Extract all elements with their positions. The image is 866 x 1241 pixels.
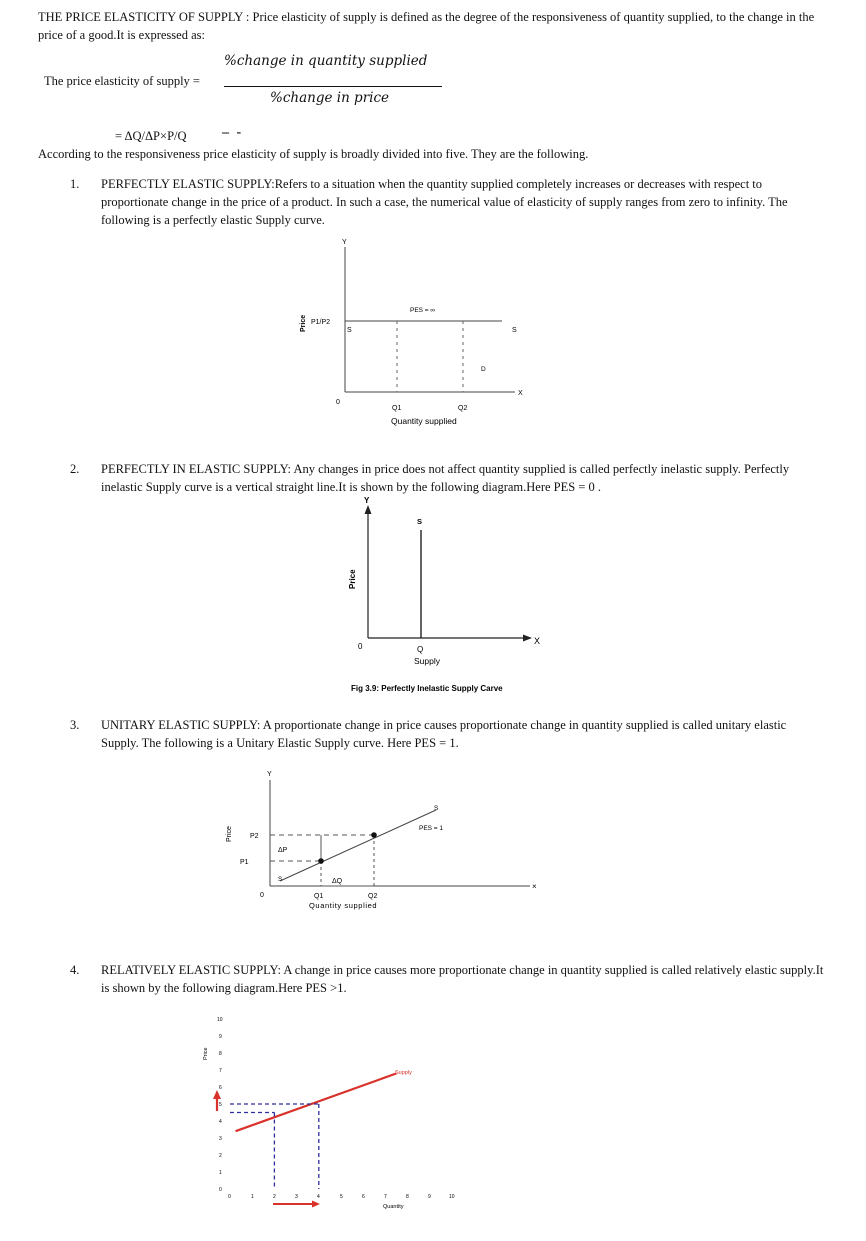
fig2-x-label: X xyxy=(534,636,541,646)
fig3-pes: PES = 1 xyxy=(419,825,444,832)
item-4-number: 4. xyxy=(70,963,80,977)
fig4-x-title: Quantity xyxy=(383,1204,404,1210)
figure-perfectly-inelastic xyxy=(330,493,560,698)
fig3-point-1 xyxy=(318,858,324,864)
fig4-y-tick: 10 xyxy=(217,1017,223,1023)
fig3-dq: ΔQ xyxy=(332,878,343,885)
fig2-y-arrow xyxy=(365,505,372,514)
formula-numerator: %change in quantity supplied xyxy=(224,53,428,69)
figure-relatively-elastic xyxy=(195,1008,475,1218)
fig3-dp: ΔP xyxy=(278,847,288,854)
fig2-origin: 0 xyxy=(358,642,363,651)
fig4-x-tick: 6 xyxy=(362,1194,365,1200)
fig4-x-tick: 8 xyxy=(406,1194,409,1200)
item-1-number: 1. xyxy=(70,177,80,191)
fig4-y-tick: 3 xyxy=(219,1136,222,1142)
fig1-price-label: Price xyxy=(300,314,307,332)
fig4-x-tick: 4 xyxy=(317,1194,320,1200)
fig4-quantity-arrow-head xyxy=(312,1201,320,1208)
fig3-s-low: S xyxy=(278,876,283,883)
fig2-s-label: S xyxy=(417,517,423,526)
formula-dashes: – - xyxy=(222,125,244,140)
fig4-y-tick: 7 xyxy=(219,1068,222,1074)
fig4-y-tick: 9 xyxy=(219,1034,222,1040)
formula-label: The price elasticity of supply = xyxy=(44,74,200,88)
figure-unitary-elastic xyxy=(218,766,548,916)
fig2-x-arrow xyxy=(523,635,532,642)
fig3-q2: Q2 xyxy=(368,893,378,900)
fig4-y-tick: 4 xyxy=(219,1119,222,1125)
item-4-text: RELATIVELY ELASTIC SUPPLY: A change in price causes more proportionate change in quantity supplied is called relatively elastic supply.It is shown by the following diagram.Here PES >1. xyxy=(101,963,824,995)
fig1-x-title: Quantity supplied xyxy=(391,416,457,426)
intro-paragraph xyxy=(38,8,828,44)
fig4-x-tick: 2 xyxy=(273,1194,276,1200)
fig2-y-label: Y xyxy=(364,496,370,505)
fig1-d-label: D xyxy=(481,366,486,373)
fig3-supply-line xyxy=(280,810,436,881)
fig4-x-tick: 0 xyxy=(228,1194,231,1200)
fig2-q-label: Q xyxy=(417,645,424,654)
fig4-price-label: Price xyxy=(203,1047,209,1060)
item-3-number: 3. xyxy=(70,718,80,732)
fig4-y-tick: 2 xyxy=(219,1153,222,1159)
item-2-number: 2. xyxy=(70,462,80,476)
fig4-x-tick: 9 xyxy=(428,1194,431,1200)
fig3-s-high: S xyxy=(434,805,439,812)
fig2-x-title: Supply xyxy=(414,656,440,666)
fig2-price-label: Price xyxy=(348,569,357,589)
fig4-y-tick: 5 xyxy=(219,1102,222,1108)
fig4-x-tick: 7 xyxy=(384,1194,387,1200)
fig1-q1: Q1 xyxy=(392,405,402,412)
fig4-supply-line xyxy=(236,1073,397,1131)
figure-perfectly-elastic xyxy=(290,232,540,432)
fig3-y-label: Y xyxy=(267,771,272,778)
fig1-x-label: X xyxy=(518,390,523,397)
fig1-q2: Q2 xyxy=(458,405,468,412)
fig4-x-tick: 1 xyxy=(251,1194,254,1200)
fig2-caption: Fig 3.9: Perfectly Inelastic Supply Carve xyxy=(351,684,503,693)
fig3-p1: P1 xyxy=(240,859,249,866)
fig3-origin: 0 xyxy=(260,892,264,899)
fig4-y-tick: 6 xyxy=(219,1085,222,1091)
fig4-x-tick: 3 xyxy=(295,1194,298,1200)
classification-text: According to the responsiveness price elasticity of supply is broadly divided into five. They are the following. xyxy=(38,147,589,161)
fig1-s-left: S xyxy=(347,327,352,334)
fig3-x-title: Quantity supplied xyxy=(309,901,378,910)
fig1-origin: 0 xyxy=(336,399,340,406)
item-3-text: UNITARY ELASTIC SUPPLY: A proportionate change in price causes proportionate change in quantity supplied is called unitary elastic Supply. The following is a Unitary Elastic Supply curve. Here PES = 1. xyxy=(101,718,787,750)
fig3-price-label: Price xyxy=(226,826,233,842)
fig3-x-label: × xyxy=(532,882,537,891)
fig3-point-2 xyxy=(371,832,377,838)
fig1-y-label: Y xyxy=(342,239,347,246)
fig4-x-tick: 5 xyxy=(340,1194,343,1200)
intro-heading: THE PRICE ELASTICITY OF SUPPLY : xyxy=(38,10,250,24)
fig1-price-level: P1/P2 xyxy=(311,319,331,326)
fig1-s-right: S xyxy=(512,327,517,334)
fig4-supply-label: Supply xyxy=(395,1070,412,1076)
fig4-y-tick: 0 xyxy=(219,1187,222,1193)
fraction-bar xyxy=(224,86,442,87)
fig3-p2: P2 xyxy=(250,833,259,840)
formula-alternate: = ΔQ/ΔP×P/Q xyxy=(115,129,187,143)
fig4-y-tick: 8 xyxy=(219,1051,222,1057)
item-2-text: PERFECTLY IN ELASTIC SUPPLY: Any changes in price does not affect quantity supplied is called perfectly inelastic supply. Perfectly inelastic Supply curve is a vertical straight line.It is shown by the following diagram.Here PES = 0 . xyxy=(101,462,790,494)
fig4-x-ticks xyxy=(228,1194,455,1200)
formula-denominator: %change in price xyxy=(270,90,390,106)
fig4-price-arrow-head xyxy=(213,1090,221,1099)
fig4-x-tick: 10 xyxy=(449,1194,455,1200)
intro-text: Price elasticity of supply is defined as the degree of the responsiveness of quantity supplied, to the change in the price of a good.It is expressed as: xyxy=(38,10,815,42)
fig1-pes: PES = ∞ xyxy=(410,307,436,314)
fig3-q1: Q1 xyxy=(314,893,324,900)
item-1-text: PERFECTLY ELASTIC SUPPLY:Refers to a situation when the quantity supplied completely increases or decreases with respect to proportionate change in the price of a product. In such a case, the numerical value of elasticity of supply ranges from zero to infinity. The following is a perfectly elastic Supply curve. xyxy=(101,177,788,227)
fig4-y-tick: 1 xyxy=(219,1170,222,1176)
